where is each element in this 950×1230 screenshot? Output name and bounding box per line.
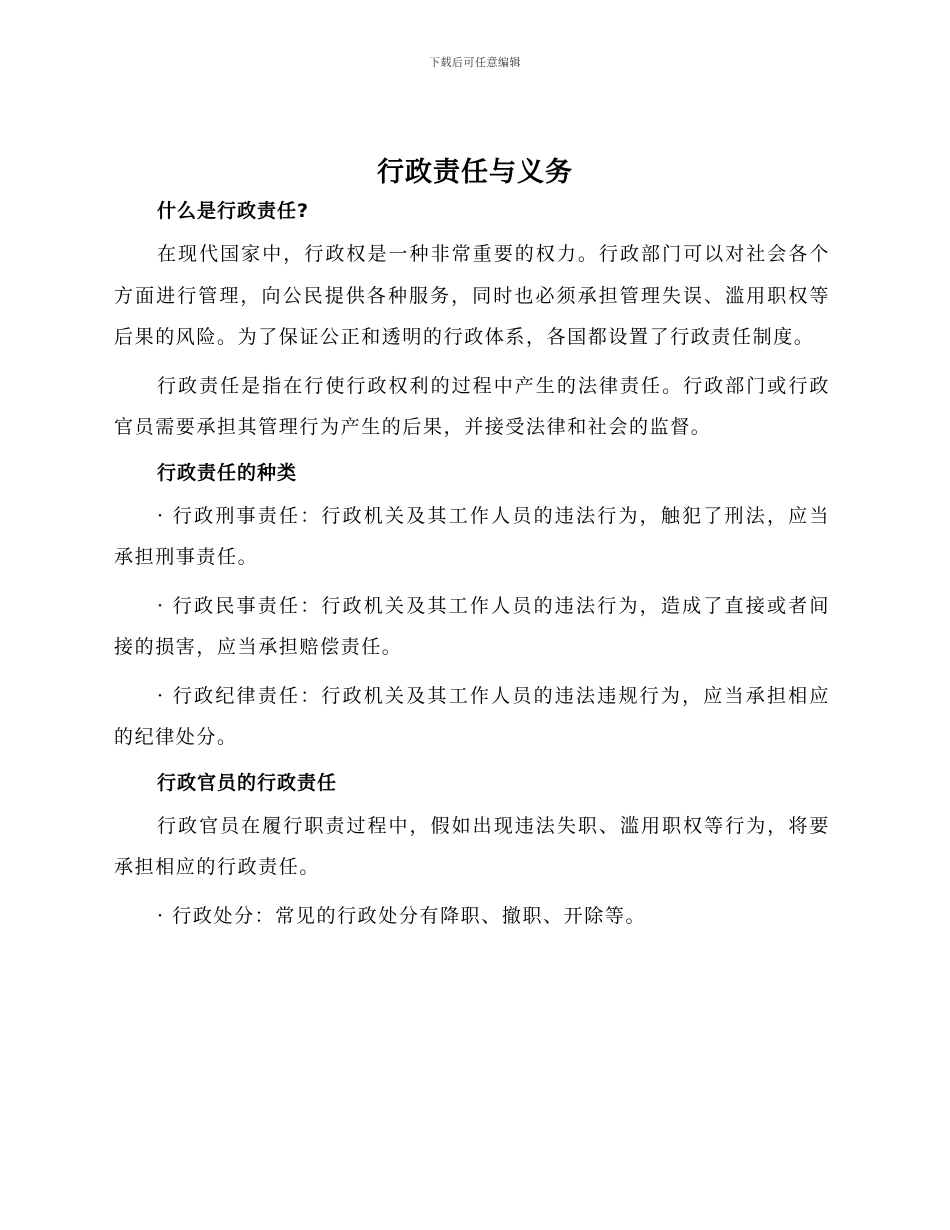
header-note: 下载后可任意编辑 xyxy=(429,56,521,69)
paragraph: 行政官员在履行职责过程中，假如出现违法失职、滥用职权等行为，将要承担相应的行政责任。 xyxy=(114,814,830,878)
document-title: 行政责任与义务 xyxy=(377,157,573,188)
section-heading: 行政责任的种类 xyxy=(157,461,298,484)
bullet-item: · 行政刑事责任：行政机关及其工作人员的违法行为，触犯了刑法，应当承担刑事责任。 xyxy=(114,504,830,568)
bullet-item: · 行政纪律责任：行政机关及其工作人员的违法违规行为，应当承担相应的纪律处分。 xyxy=(114,684,830,748)
section-types-of-responsibility xyxy=(114,456,830,759)
section-heading: 行政官员的行政责任 xyxy=(157,771,338,794)
section-officials-responsibility xyxy=(114,766,830,938)
bullet-item: · 行政民事责任：行政机关及其工作人员的违法行为，造成了直接或者间接的损害，应当承担赔偿责任。 xyxy=(114,594,830,658)
paragraph: 行政责任是指在行使行政权利的过程中产生的法律责任。行政部门或行政官员需要承担其管理行为产生的后果，并接受法律和社会的监督。 xyxy=(114,374,830,438)
bullet-item: · 行政处分：常见的行政处分有降职、撤职、开除等。 xyxy=(157,904,647,927)
section-what-is-administrative-responsibility xyxy=(114,194,830,449)
paragraph: 在现代国家中，行政权是一种非常重要的权力。行政部门可以对社会各个方面进行管理，向公民提供各种服务，同时也必须承担管理失误、滥用职权等后果的风险。为了保证公正和透明的行政体系，各国都设置了行政责任制度。 xyxy=(114,243,830,348)
section-heading: 什么是行政责任? xyxy=(157,200,310,222)
document-body xyxy=(114,194,830,944)
